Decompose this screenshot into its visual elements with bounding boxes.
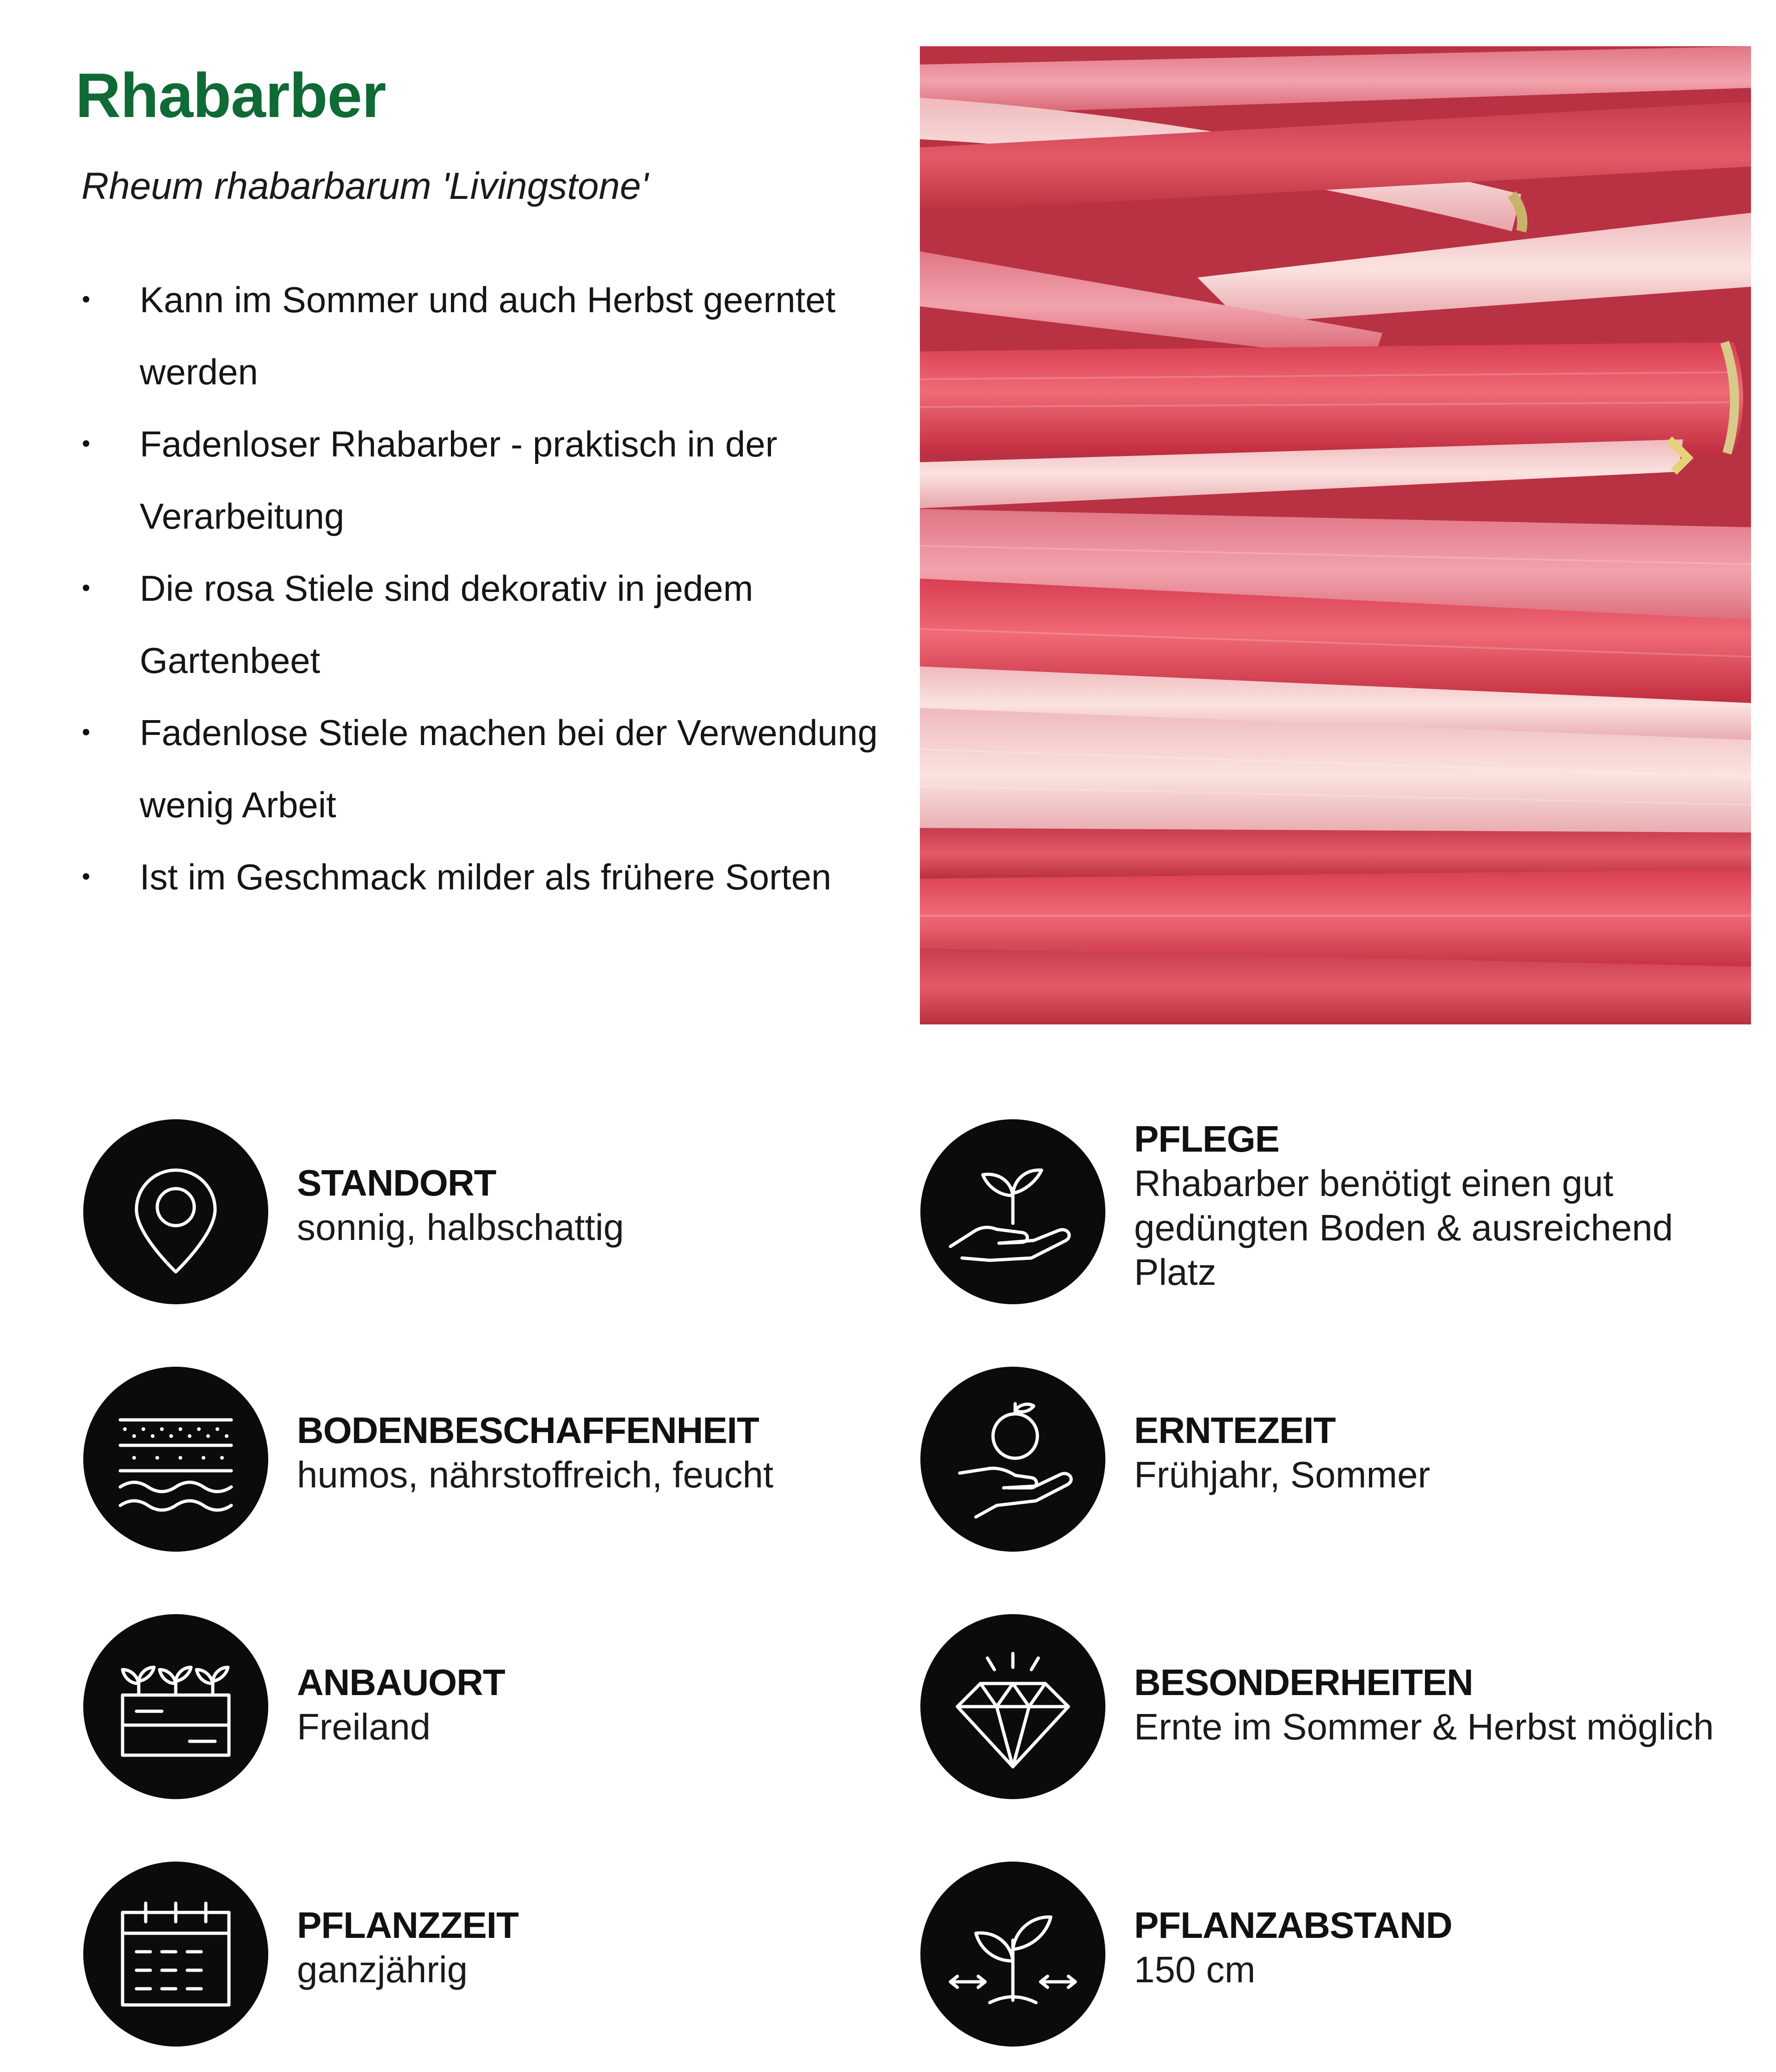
harvest-hand-icon [920,1367,1105,1552]
soil-layers-icon [83,1367,268,1552]
standort-circle [83,1119,268,1304]
boden-value: humos, nährstoffreich, feucht [297,1454,774,1495]
info-boden [83,1367,897,1552]
besonderheiten-value: Ernte im Sommer & Herbst möglich [1134,1706,1714,1747]
location-pin-icon [83,1119,268,1304]
pflege-circle [920,1119,1105,1304]
pflanzabstand-value: 150 cm [1134,1949,1256,1990]
info-besonderheiten [920,1614,1734,1799]
besonderheiten-text [1134,1660,1754,1749]
feature-item [79,697,902,841]
boden-circle [83,1367,268,1552]
pflege-value: Rhabarber benötigt einen gut gedüngten Boden & ausreichend Platz [1134,1163,1673,1293]
feature-item [79,408,902,552]
bullet-icon [83,729,89,735]
info-pflanzabstand [920,1862,1734,2047]
info-standort [83,1119,897,1304]
feature-text: Kann im Sommer und auch Herbst geerntet werden [140,279,836,392]
bullet-icon [83,440,89,447]
anbauort-label: ANBAUORT [297,1662,505,1703]
pflanzzeit-label: PFLANZZEIT [297,1905,518,1946]
boden-text [297,1408,917,1497]
info-pflanzzeit [83,1862,897,2047]
erntezeit-label: ERNTEZEIT [1134,1410,1336,1451]
feature-item [79,552,902,697]
plant-spacing-icon [920,1862,1105,2047]
pflanzabstand-circle [920,1862,1105,2047]
pflanzzeit-circle [83,1862,268,2047]
erntezeit-value: Frühjahr, Sommer [1134,1454,1431,1495]
info-erntezeit [920,1367,1734,1552]
product-title: Rhabarber [75,60,386,130]
feature-text: Fadenloser Rhabarber - praktisch in der Verarbeitung [140,424,777,536]
calendar-icon [83,1862,268,2047]
anbauort-circle [83,1614,268,1799]
pflanzzeit-value: ganzjährig [297,1949,468,1990]
bullet-icon [83,296,89,302]
standort-value: sonnig, halbschattig [297,1207,624,1248]
feature-list [79,264,902,913]
bullet-icon [83,585,89,591]
diamond-icon [920,1614,1105,1799]
rhubarb-photo [920,46,1751,1024]
info-anbauort [83,1614,897,1799]
standort-text [297,1161,917,1250]
erntezeit-circle [920,1367,1105,1552]
feature-item [79,264,902,408]
bullet-icon [83,873,89,880]
feature-text: Die rosa Stiele sind dekorativ in jedem Gartenbeet [140,568,753,681]
besonderheiten-circle [920,1614,1105,1799]
pflege-label: PFLEGE [1134,1118,1280,1159]
standort-label: STANDORT [297,1162,496,1203]
rhubarb-stalks-illustration [920,46,1751,1024]
pflanzabstand-text [1134,1903,1754,1992]
feature-text: Ist im Geschmack milder als frühere Sorten [140,857,832,897]
planter-box-icon [83,1614,268,1799]
anbauort-value: Freiland [297,1706,431,1747]
pflanzzeit-text [297,1903,917,1992]
boden-label: BODENBESCHAFFENHEIT [297,1410,759,1451]
feature-item [79,841,902,913]
besonderheiten-label: BESONDERHEITEN [1134,1662,1473,1703]
erntezeit-text [1134,1408,1754,1497]
anbauort-text [297,1660,917,1749]
seedling-hand-icon [920,1119,1105,1304]
pflege-text [1134,1117,1754,1295]
feature-text: Fadenlose Stiele machen bei der Verwendung wenig Arbeit [140,712,878,825]
info-pflege [920,1119,1734,1304]
pflanzabstand-label: PFLANZABSTAND [1134,1905,1452,1946]
botanical-name: Rheum rhabarbarum 'Livingstone' [81,165,648,207]
